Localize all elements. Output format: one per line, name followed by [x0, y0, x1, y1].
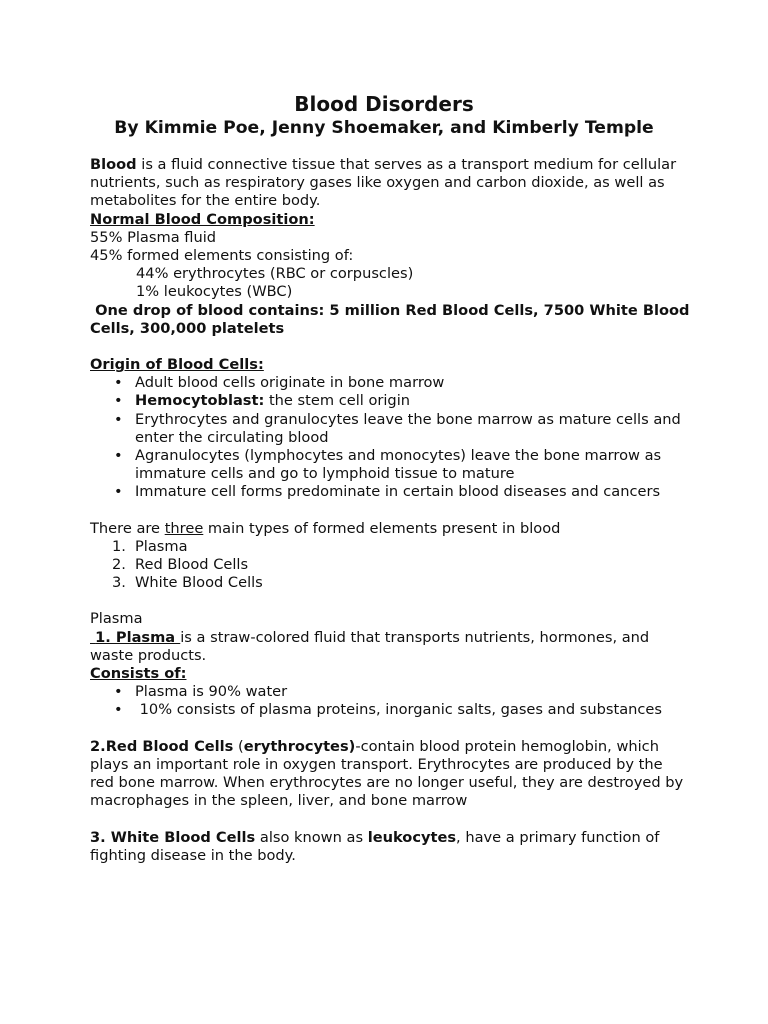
list-label: White Blood Cells: [135, 574, 263, 592]
spacer: [90, 338, 690, 356]
list-item: [90, 374, 690, 392]
blood-drop-fact: One drop of blood contains: 5 million Red Blood Cells, 7500 White Blood Cells, 300,000 platelets: [90, 301, 695, 337]
bullet-text: 10% consists of plasma proteins, inorganic salts, gases and substances: [135, 701, 662, 719]
rbc-text: (: [233, 737, 244, 755]
plasma-text: is a straw-colored fluid that transports nutrients, hormones, and waste products.: [90, 628, 650, 664]
composition-sub-erythrocytes: 44% erythrocytes (RBC or corpuscles): [136, 265, 414, 283]
hemocytoblast-term: Hemocytoblast:: [135, 392, 265, 410]
rbc-paragraph: [90, 738, 690, 811]
plasma-term: 1. Plasma: [90, 628, 181, 646]
bullet-text: Erythrocytes and granulocytes leave the bone marrow as mature cells and enter the circulating blood: [135, 410, 681, 446]
plasma-list: [90, 683, 690, 719]
list-item: [90, 701, 690, 719]
document-title: Blood Disorders: [294, 92, 474, 116]
intro-term: Blood: [90, 156, 137, 173]
bullet-text: Adult blood cells originate in bone marrow: [135, 374, 445, 392]
list-label: Red Blood Cells: [135, 556, 249, 574]
list-item: [90, 574, 690, 592]
list-label: Plasma: [135, 537, 188, 555]
bullet-text: Immature cell forms predominate in certain blood diseases and cancers: [135, 483, 661, 501]
spacer: [90, 592, 690, 610]
intro-paragraph: [90, 156, 690, 211]
wbc-paragraph: [90, 829, 690, 865]
origin-list: [90, 374, 690, 501]
types-text: There are: [90, 519, 165, 537]
spacer: [90, 811, 690, 829]
types-count: three: [164, 519, 204, 537]
rbc-text: -contain blood protein hemoglobin, which plays an important role in oxygen transport. Erythrocytes are produced by the red bone marrow. When erythrocytes are no longer useful, they are destroyed by macrophages in the spleen, liver, and bone marrow: [90, 737, 684, 810]
consists-heading: Consists of:: [90, 665, 187, 683]
list-item: [90, 483, 690, 501]
list-item: [90, 392, 690, 410]
list-item: [90, 556, 690, 574]
bullet-text: Agranulocytes (lymphocytes and monocytes) leave the bone marrow as immature cells and go to lymphoid tissue to mature: [135, 447, 662, 483]
types-text: main types of formed elements present in blood: [203, 519, 561, 537]
list-item: [90, 683, 690, 701]
spacer: [90, 720, 690, 738]
list-number: 1.: [112, 537, 126, 555]
plasma-label: Plasma: [90, 610, 143, 628]
bullet-text: the stem cell origin: [264, 392, 411, 410]
rbc-term: 2.Red Blood Cells: [90, 737, 234, 755]
list-item: [90, 538, 690, 556]
list-number: 2.: [112, 556, 126, 574]
composition-line-formed: 45% formed elements consisting of:: [90, 247, 354, 265]
wbc-term: 3. White Blood Cells: [90, 828, 256, 846]
composition-line-plasma: 55% Plasma fluid: [90, 228, 217, 246]
document-body: [90, 156, 695, 865]
origin-heading: Origin of Blood Cells:: [90, 356, 264, 374]
wbc-text: , have a primary function of fighting disease in the body.: [90, 828, 660, 864]
spacer: [90, 502, 690, 520]
plasma-definition: [90, 629, 690, 665]
intro-text: is a fluid connective tissue that serves as a transport medium for cellular nutrients, such as respiratory gases like oxygen and carbon dioxide, as well as metabolites for the entire body.: [90, 156, 677, 210]
list-item: [90, 447, 690, 483]
types-intro: [90, 520, 690, 538]
list-item: [90, 411, 690, 447]
bullet-text: Plasma is 90% water: [135, 683, 288, 701]
types-list: [90, 538, 690, 593]
normal-composition-heading: Normal Blood Composition:: [90, 210, 315, 228]
document-authors: By Kimmie Poe, Jenny Shoemaker, and Kimberly Temple: [114, 118, 654, 138]
wbc-text: also known as: [255, 828, 368, 846]
wbc-alt-term: leukocytes: [367, 828, 457, 846]
composition-sub-leukocytes: 1% leukocytes (WBC): [136, 283, 293, 301]
rbc-alt-term: erythrocytes): [243, 737, 356, 755]
list-number: 3.: [112, 574, 126, 592]
